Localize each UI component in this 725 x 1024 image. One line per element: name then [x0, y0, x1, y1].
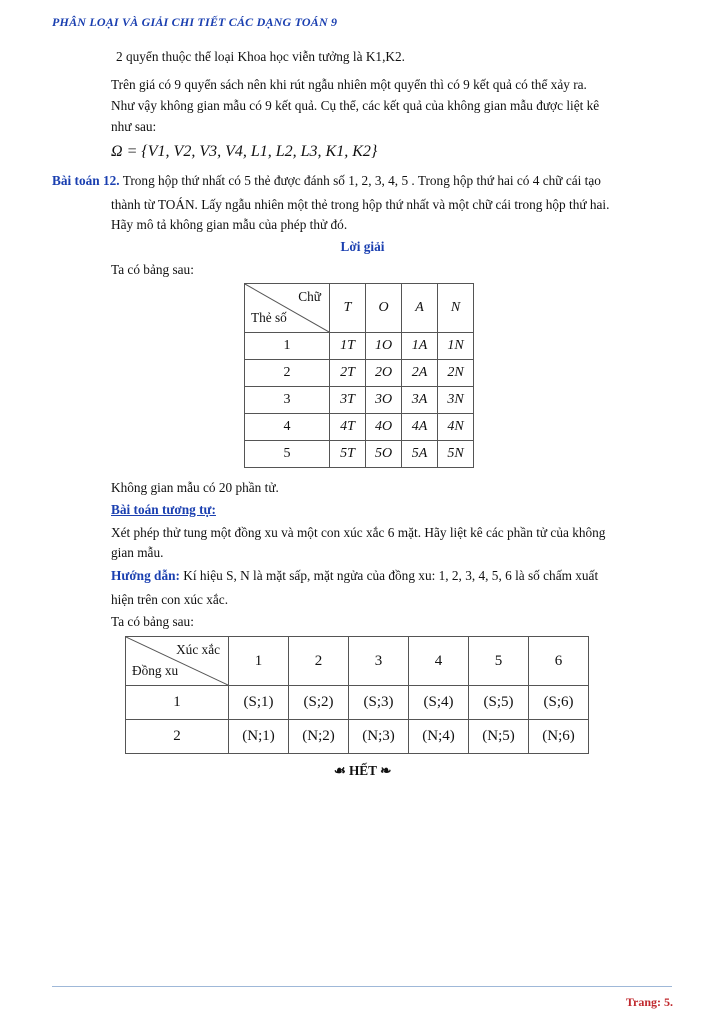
- column-header: T: [330, 284, 366, 333]
- table-row: [245, 333, 474, 360]
- problem-12-label: Bài toán 12.: [52, 173, 120, 188]
- table-cell: 4O: [366, 414, 402, 441]
- table-cell: 5N: [438, 441, 474, 468]
- table-cell: (N;5): [469, 720, 529, 754]
- corner-top-label: Chữ: [298, 289, 321, 304]
- table-row: [126, 720, 589, 754]
- corner-bottom-label: Thẻ số: [251, 310, 287, 326]
- table-cell: 2N: [438, 360, 474, 387]
- table-cell: 5A: [402, 441, 438, 468]
- footer-divider: [52, 986, 672, 987]
- table-cell: (S;4): [409, 686, 469, 720]
- column-header: A: [402, 284, 438, 333]
- table-header-row: [245, 284, 474, 333]
- table-row: [245, 387, 474, 414]
- coin-dice-table: [125, 636, 589, 754]
- row-label: 2: [126, 720, 229, 754]
- end-mark: ☙ HẾT ❧: [333, 763, 392, 778]
- table-row: [126, 686, 589, 720]
- table-cell: (S;1): [229, 686, 289, 720]
- table-cell: 5O: [366, 441, 402, 468]
- table-cell: 2O: [366, 360, 402, 387]
- similar-line-1: Xét phép thử tung một đồng xu và một con xúc xắc 6 mặt. Hãy liệt kê các phần tử của không: [111, 525, 606, 540]
- table-cell: 1T: [330, 333, 366, 360]
- sample-space-omega: Ω = {V1, V2, V3, V4, L1, L2, L3, K1, K2}: [111, 143, 378, 160]
- table-cell: 3N: [438, 387, 474, 414]
- table-header-row: [126, 637, 589, 686]
- row-label: 2: [245, 360, 330, 387]
- table-cell: (N;2): [289, 720, 349, 754]
- table-cell: 3O: [366, 387, 402, 414]
- table-cell: (S;6): [529, 686, 589, 720]
- intro-line-4: như sau:: [111, 119, 157, 134]
- intro-line-1: 2 quyển thuộc thể loại Khoa học viễn tưởng là K1,K2.: [116, 49, 405, 64]
- problem-12-line-2: thành từ TOÁN. Lấy ngẫu nhiên một thẻ trong hộp thứ nhất và một chữ cái trong hộp thứ hai.: [111, 197, 610, 212]
- table-cell: 1A: [402, 333, 438, 360]
- table-row: [245, 414, 474, 441]
- row-label: 5: [245, 441, 330, 468]
- table-cell: 3T: [330, 387, 366, 414]
- column-header: 4: [409, 637, 469, 686]
- table-cell: 2A: [402, 360, 438, 387]
- column-header: 3: [349, 637, 409, 686]
- table-cell: (N;3): [349, 720, 409, 754]
- page-number: Trang: 5.: [625, 995, 673, 1009]
- table-cell: (S;5): [469, 686, 529, 720]
- intro-line-3: Như vậy không gian mẫu có 9 kết quả. Cụ thể, các kết quả của không gian mẫu được liệt kê: [111, 98, 600, 113]
- table-row: [245, 441, 474, 468]
- table-cell: (S;2): [289, 686, 349, 720]
- solution-title: Lời giải: [340, 239, 385, 254]
- column-header: 1: [229, 637, 289, 686]
- column-header: 5: [469, 637, 529, 686]
- card-letter-table: [244, 283, 474, 468]
- row-label: 3: [245, 387, 330, 414]
- problem-12-line-1: [52, 172, 601, 190]
- table-cell: 2T: [330, 360, 366, 387]
- table-cell: 3A: [402, 387, 438, 414]
- row-label: 1: [245, 333, 330, 360]
- column-header: N: [438, 284, 474, 333]
- problem-12-text-1: Trong hộp thứ nhất có 5 thẻ được đánh số 1, 2, 3, 4, 5 . Trong hộp thứ hai có 4 chữ cái tạo: [119, 173, 601, 188]
- table-corner-cell: [126, 637, 229, 686]
- row-label: 4: [245, 414, 330, 441]
- row-label: 1: [126, 686, 229, 720]
- corner-top-label: Xúc xắc: [176, 642, 220, 657]
- table-corner-cell: [245, 284, 330, 333]
- table-cell: 4N: [438, 414, 474, 441]
- table-1-intro: Ta có bảng sau:: [111, 262, 194, 277]
- similar-line-2: gian mẫu.: [111, 545, 164, 560]
- table-cell: 4A: [402, 414, 438, 441]
- problem-12-line-3: Hãy mô tả không gian mẫu của phép thử đó.: [111, 217, 348, 232]
- sample-space-count: Không gian mẫu có 20 phần tử.: [111, 480, 279, 495]
- table-cell: 5T: [330, 441, 366, 468]
- table-cell: (N;4): [409, 720, 469, 754]
- guide-line-2: hiện trên con xúc xắc.: [111, 592, 229, 607]
- page-header-title: PHÂN LOẠI VÀ GIẢI CHI TIẾT CÁC DẠNG TOÁN 9: [52, 15, 338, 29]
- table-cell: (N;1): [229, 720, 289, 754]
- corner-bottom-label: Đồng xu: [132, 663, 179, 679]
- column-header: 2: [289, 637, 349, 686]
- table-cell: 4T: [330, 414, 366, 441]
- column-header: 6: [529, 637, 589, 686]
- table-cell: 1O: [366, 333, 402, 360]
- guide-label: Hướng dẫn:: [111, 568, 180, 583]
- table-cell: (S;3): [349, 686, 409, 720]
- table-2-intro: Ta có bảng sau:: [111, 614, 194, 629]
- guide-text-1: Kí hiệu S, N là mặt sấp, mặt ngửa của đồng xu: 1, 2, 3, 4, 5, 6 là số chấm xuất: [179, 568, 599, 583]
- table-cell: (N;6): [529, 720, 589, 754]
- guide-line-1: [111, 567, 598, 585]
- table-cell: 1N: [438, 333, 474, 360]
- similar-problem-title: Bài toán tương tự:: [111, 502, 216, 517]
- intro-line-2: Trên giá có 9 quyển sách nên khi rút ngẫu nhiên một quyển thì có 9 kết quả có thể xảy ra.: [111, 77, 587, 92]
- column-header: O: [366, 284, 402, 333]
- table-row: [245, 360, 474, 387]
